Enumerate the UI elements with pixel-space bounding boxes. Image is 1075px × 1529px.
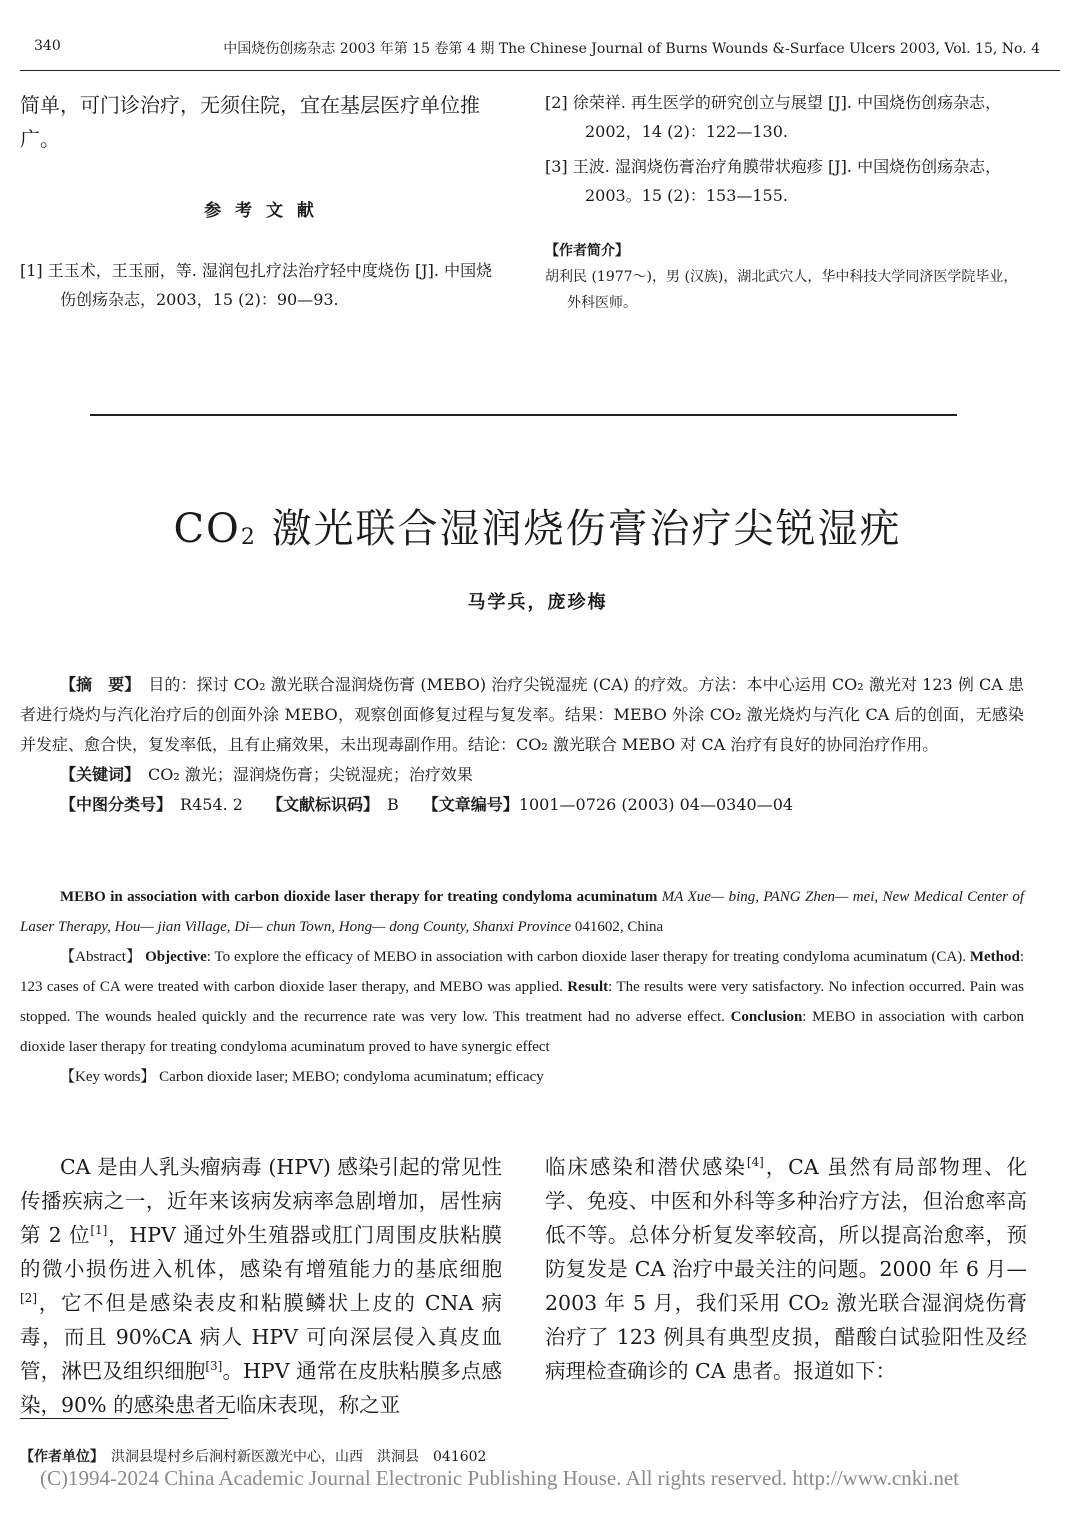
title-prefix: CO (173, 506, 241, 552)
author-bio-text: 胡利民 (1977～)，男 (汉族)，湖北武穴人，华中科技大学同济医学院毕业，外科医师。 (545, 269, 1018, 311)
body-left-d: 。HPV 通常在皮肤粘膜多点感染，90% 的感染患者无临床表现，称之亚 (20, 1359, 502, 1417)
prev-article-ending: 简单，可门诊治疗，无须住院，宜在基层医疗单位推广。 (20, 93, 480, 151)
body-right-b: ，CA 虽然有局部物理、化学、免疫、中医和外科等多种治疗方法，但治愈率高低不等。总体分析复发率较高，所以提高治愈率，预防复发是 CA 治疗中最关注的问题。2000 年 6 月—2003 年 5 月，我们采用 CO₂ 激光联合湿润烧伤膏治疗了 123 例具有典型皮损，醋酸白试验阳性及经病理检查确诊的 CA 患者。报道如下： (545, 1155, 1028, 1383)
english-title: MEBO in association with carbon dioxide laser therapy for treating condyloma acuminatum (60, 889, 658, 905)
clc-value: R454. 2 (180, 795, 243, 814)
reference-1: [1] 王玉术，王玉丽，等. 湿润包扎疗法治疗轻中度烧伤 [J]. 中国烧伤创疡杂志，2003，15 (2)：90—93. (20, 261, 493, 309)
conclusion-text: : MEBO in association with carbon dioxide laser therapy for treating condyloma acuminatum proved to have synergic effect (20, 1009, 1024, 1055)
doc-code-label: 【文献标识码】 (274, 795, 371, 814)
english-abstract-label: 【Abstract】 (60, 949, 142, 965)
author-bio-heading: 【作者简介】 (545, 243, 629, 259)
article-authors: 马学兵，庞珍梅 (467, 592, 608, 613)
body-right-a: 临床感染和潜伏感染 (545, 1155, 747, 1179)
prev-article-text (20, 88, 502, 156)
body-left-a: CA 是由人乳头瘤病毒 (HPV) 感染引起的常见性传播疾病之一，近年来该病发病率急剧增加，居性病第 2 位 (20, 1155, 502, 1247)
result-text: : The results were very satisfactory. No infection occurred. Pain was stopped. The wounds healed quickly and the recurrence rate was very low. This treatment had no adverse effect. (20, 979, 1025, 1025)
doc-code-value: B (387, 795, 399, 814)
citation-1: [1] (90, 1223, 108, 1237)
title-subscript: 2 (240, 525, 257, 550)
title-main: 激光联合湿润烧伤膏治疗尖锐湿疣 (256, 506, 902, 552)
english-abstract (20, 882, 1024, 1092)
references-heading: 参 考 文 献 (204, 201, 318, 221)
method-text: : 123 cases of CA were treated with carbon dioxide laser therapy, and MEBO was applied. (20, 949, 1025, 995)
footnote-label: 【作者单位】 (20, 1449, 97, 1465)
page-number: 340 (34, 38, 61, 54)
chinese-abstract (20, 670, 1024, 820)
keywords-text: CO₂ 激光；湿润烧伤膏；尖锐湿疣；治疗效果 (148, 765, 473, 784)
running-header (20, 36, 1060, 71)
article-id-label: 【文章编号】 (430, 795, 519, 814)
footnote-rule (20, 1418, 228, 1419)
footnote-text: 洪洞县堤村乡后涧村新医激光中心，山西 洪洞县 041602 (111, 1449, 487, 1465)
citation-3: [3] (205, 1359, 223, 1373)
english-keywords-label: 【Key words】 (60, 1069, 156, 1085)
references-right (545, 88, 1027, 216)
body-right-column (545, 1150, 1027, 1388)
reference-2: [2] 徐荣祥. 再生医学的研究创立与展望 [J]. 中国烧伤创疡杂志，2002，14 (2)：122—130. (545, 93, 1002, 141)
article-title (0, 497, 1075, 554)
clc-label: 【中图分类号】 (60, 795, 165, 814)
english-zip: 041602, China (574, 919, 664, 935)
keywords-label: 【关键词】 (60, 765, 133, 784)
conclusion-label: Conclusion (730, 1009, 803, 1025)
objective-text: : To explore the efficacy of MEBO in association with carbon dioxide laser therapy for treating condyloma acuminatum (CA). (206, 949, 966, 965)
objective-label: Objective (145, 949, 207, 965)
author-bio (545, 238, 1027, 316)
method-label: Method (969, 949, 1020, 965)
copyright-watermark: (C)1994-2024 China Academic Journal Electronic Publishing House. All rights reserved. http://www.cnki.net (40, 1466, 959, 1490)
author-affiliation-footnote (20, 1446, 486, 1466)
article-id-value: 1001—0726 (2003) 04—0340—04 (518, 795, 794, 814)
journal-citation: 中国烧伤创疡杂志 2003 年第 15 卷第 4 期 The Chinese Journal of Burns Wounds &-Surface Ulcers 2003, Vol. 15, No. 4 (223, 41, 1040, 57)
abstract-text: 目的：探讨 CO₂ 激光联合湿润烧伤膏 (MEBO) 治疗尖锐湿疣 (CA) 的疗效。方法：本中心运用 CO₂ 激光对 123 例 CA 患者进行烧灼与汽化治疗后的创面外涂 MEBO，观察创面修复过程与复发率。结果：MEBO 外涂 CO₂ 激光烧灼与汽化 CA 后的创面，无感染并发症、愈合快，复发率低，且有止痛效果，未出现毒副作用。结论：CO₂ 激光联合 MEBO 对 CA 治疗有良好的协同治疗作用。 (20, 675, 1024, 754)
abstract-label: 【摘 要】 (60, 675, 133, 694)
body-left-column (20, 1150, 502, 1422)
english-affiliation: New Medical Center of Laser Therapy, Hou— jian Village, Di— chun Town, Hong— dong County, Shanxi Province (20, 889, 1025, 935)
result-label: Result (567, 979, 609, 995)
english-keywords: Carbon dioxide laser; MEBO; condyloma acuminatum; efficacy (159, 1069, 544, 1085)
reference-3: [3] 王波. 湿润烧伤膏治疗角膜带状疱疹 [J]. 中国烧伤创疡杂志，2003。15 (2)：153—155. (545, 157, 1002, 205)
english-authors: MA Xue— bing, PANG Zhen— mei, (661, 889, 879, 905)
references-left (20, 256, 502, 320)
article-separator (90, 414, 957, 416)
citation-2: [2] (20, 1291, 37, 1305)
citation-4: [4] (746, 1155, 764, 1169)
body-left-b: ，HPV 通过外生殖器或肛门周围皮肤粘膜的微小损伤进入机体，感染有增殖能力的基底细胞 (20, 1223, 503, 1281)
body-left-c: ，它不但是感染表皮和粘膜鳞状上皮的 CNA 病毒，而且 90%CA 病人 HPV 可向深层侵入真皮血管，淋巴及组织细胞 (20, 1291, 502, 1383)
